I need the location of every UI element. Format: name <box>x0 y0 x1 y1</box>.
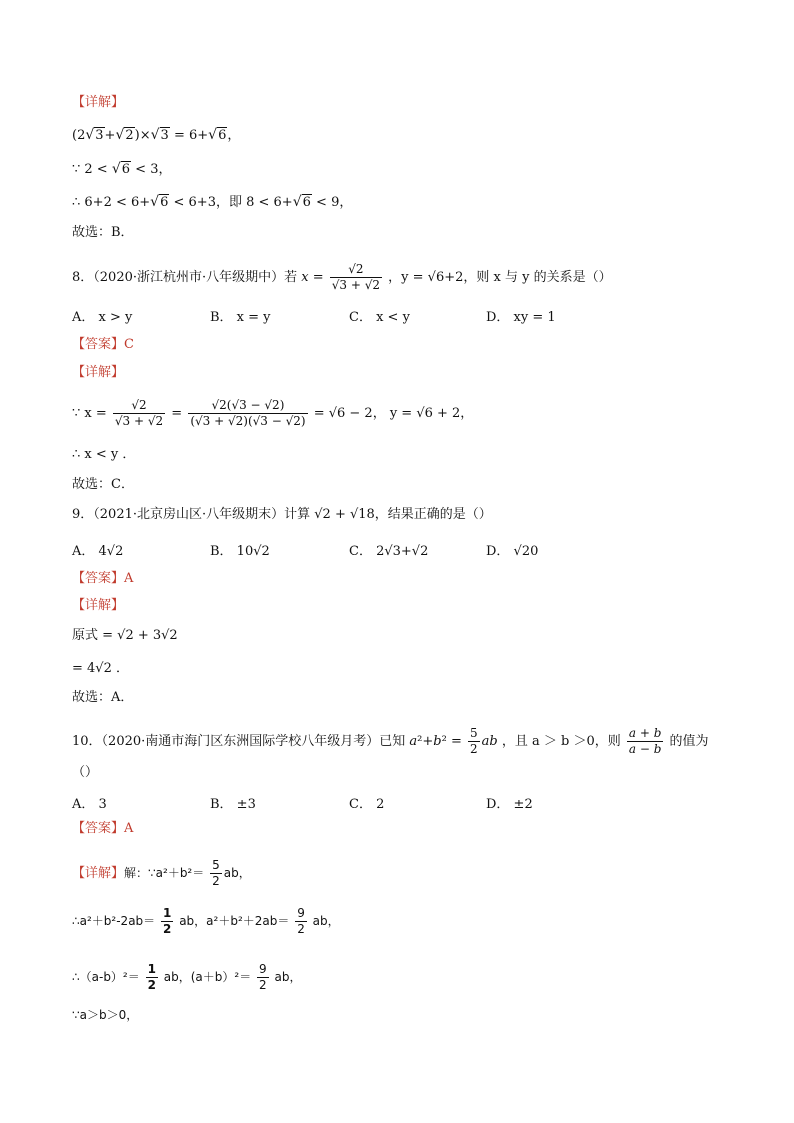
q10-stem: 10．（2020·南通市海门区东洲国际学校八年级月考）已知 a²+b² = $\frac{5}{2}$ ab ，且 a ＞ b ＞0，则 $\frac{a + b}{a - b}$ 的值为 <box>72 726 709 756</box>
q10-stem-cont: （） <box>72 765 99 780</box>
q8-fraction: $\frac{√2}{√3 + √2}$ <box>331 262 381 292</box>
q9-detail-3: 故选：A． <box>72 690 134 705</box>
q10-answer: 【答案】A <box>72 821 134 836</box>
q10-detail-3: ∴（a-b）²＝ $\frac{1}{2}$ ab，(a＋b）²＝ $\frac{9}{2}$ ab， <box>72 962 302 992</box>
q9-detail-label: 【详解】 <box>72 598 125 613</box>
q8-answer: 【答案】C <box>72 337 134 352</box>
q10-option-d: D． ±2 <box>486 797 533 812</box>
q8-prefix: 8．（2020·浙江杭州市·八年级期中）若 <box>72 270 298 285</box>
q8-detail-label: 【详解】 <box>72 365 125 380</box>
q10-detail-4: ∵a＞b＞0， <box>72 1008 139 1022</box>
q8-option-d: D． xy = 1 <box>486 310 556 325</box>
q10-option-b: B． ±3 <box>210 797 256 812</box>
q10-detail-1: 【详解】解：∵a²＋b²＝ $\frac{5}{2}$ ab， <box>72 858 251 888</box>
q9-option-d: D． √20 <box>486 544 539 559</box>
q9-stem: 9．（2021·北京房山区·八年级期末）计算 √2 + √18，结果正确的是（） <box>72 507 492 522</box>
q8-detail-2: ∴ x < y ． <box>72 447 136 462</box>
prev-line-2: ∵ 2 < √6 < 3， <box>72 161 172 177</box>
q9-option-a: A． 4√2 <box>72 544 124 559</box>
q9-answer: 【答案】A <box>72 571 134 586</box>
q8-option-a: A． x > y <box>72 310 133 325</box>
prev-line-4: 故选：B． <box>72 225 134 240</box>
q10-option-a: A． 3 <box>72 797 107 812</box>
q8-option-b: B． x = y <box>210 310 271 325</box>
q8-option-c: C． x < y <box>349 310 410 325</box>
q8-stem: 8．（2020·浙江杭州市·八年级期中）若 x = $\frac{√2}{√3 + √2}$ ，y = √6+2，则 x 与 y 的关系是（） <box>72 262 612 292</box>
q10-detail-2: ∴a²＋b²-2ab＝ $\frac{1}{2}$ ab，a²＋b²＋2ab＝ $\frac{9}{2}$ ab， <box>72 906 340 936</box>
q9-option-b: B． 10√2 <box>210 544 270 559</box>
q8-detail-1: ∵ x = $\frac{√2}{√3 + √2}$ = $\frac{√2(√3 - √2)}{(√3 + √2)(√3 - √2)}$ = √6 − 2， y = √6 + 2， <box>72 398 474 428</box>
q10-option-c: C． 2 <box>349 797 385 812</box>
q9-detail-1: 原式 = √2 + 3√2 <box>72 628 178 643</box>
q9-option-c: C． 2√3+√2 <box>349 544 429 559</box>
prev-line-3: ∴ 6+2 < 6+√6 < 6+3，即 8 < 6+√6 < 9， <box>72 194 353 210</box>
q8-detail-3: 故选：C． <box>72 477 134 492</box>
q8-suffix: ，y = √6+2，则 x 与 y 的关系是（） <box>388 270 612 285</box>
q9-detail-2: = 4√2 ． <box>72 661 129 676</box>
detail-label-prev: 【详解】 <box>72 95 125 110</box>
prev-line-1: (2√3+√2)×√3 = 6+√6， <box>72 127 241 143</box>
